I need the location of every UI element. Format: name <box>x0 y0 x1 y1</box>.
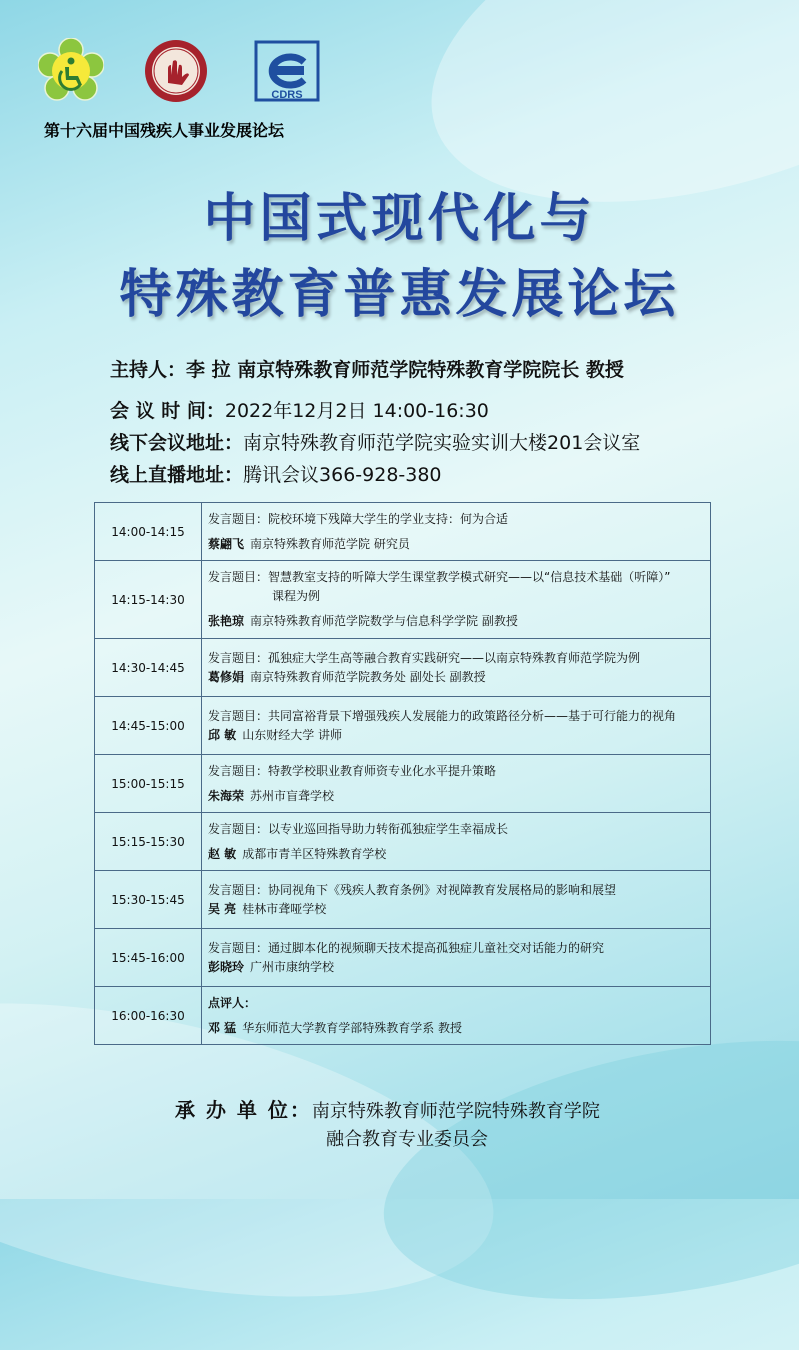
schedule-table <box>94 502 711 1045</box>
speaker-affiliation: 苏州市盲聋学校 <box>250 788 335 803</box>
topic-text: 共同富裕背景下增强残疾人发展能力的政策路径分析——基于可行能力的视角 <box>268 708 677 723</box>
cdrs-logo-icon <box>254 40 320 102</box>
slot-time: 15:45-16:00 <box>95 929 202 987</box>
online-label: 线上直播地址： <box>110 464 244 486</box>
topic-text: 孤独症大学生高等融合教育实践研究——以南京特殊教育师范学院为例 <box>268 650 641 665</box>
table-row <box>95 697 711 755</box>
topic-text: 以专业巡回指导助力转衔孤独症学生幸福成长 <box>268 821 509 836</box>
slot-details <box>202 871 711 929</box>
time-label: 会 议 时 间： <box>110 400 225 422</box>
speaker-affiliation: 南京特殊教育师范学院 研究员 <box>250 536 410 551</box>
reviewer-label: 点评人： <box>208 995 257 1010</box>
slot-details <box>202 813 711 871</box>
slot-time: 15:30-15:45 <box>95 871 202 929</box>
topic-label: 发言题目： <box>208 763 269 778</box>
speaker-name: 吴 亮 <box>208 901 237 916</box>
slot-time: 15:00-15:15 <box>95 755 202 813</box>
slot-details <box>202 697 711 755</box>
table-row <box>95 755 711 813</box>
table-row <box>95 561 711 639</box>
topic-label: 发言题目： <box>208 511 269 526</box>
topic-label: 发言题目： <box>208 650 269 665</box>
table-row <box>95 639 711 697</box>
speaker-name: 朱海荣 <box>208 788 245 803</box>
venue-line <box>110 428 640 455</box>
background-wave <box>364 1000 799 1341</box>
venue-label: 线下会议地址： <box>110 432 244 454</box>
slot-time: 14:45-15:00 <box>95 697 202 755</box>
slot-details <box>202 639 711 697</box>
slot-details <box>202 561 711 639</box>
topic-label: 发言题目： <box>208 821 269 836</box>
organizer-line <box>175 1094 600 1123</box>
table-row <box>95 813 711 871</box>
topic-text: 智慧教室支持的听障大学生课堂教学模式研究——以“信息技术基础（听障）” <box>268 570 671 584</box>
time-line <box>110 396 489 423</box>
main-title-line-1: 中国式现代化与 <box>203 189 596 249</box>
slot-time: 14:30-14:45 <box>95 639 202 697</box>
organizer-committee: 融合教育专业委员会 <box>326 1129 488 1150</box>
table-row <box>95 929 711 987</box>
venue-value: 南京特殊教育师范学院实验实训大楼201会议室 <box>243 432 641 454</box>
slot-time: 14:00-14:15 <box>95 503 202 561</box>
speaker-name: 赵 敏 <box>208 846 237 861</box>
slot-time: 14:15-14:30 <box>95 561 202 639</box>
slot-time: 15:15-15:30 <box>95 813 202 871</box>
speaker-affiliation: 成都市青羊区特殊教育学校 <box>242 846 387 861</box>
topic-text: 特教学校职业教育师资专业化水平提升策略 <box>268 763 497 778</box>
online-line <box>110 460 442 487</box>
speaker-affiliation: 华东师范大学教育学部特殊教育学系 教授 <box>242 1020 463 1035</box>
time-value: 2022年12月2日 14:00-16:30 <box>224 400 489 422</box>
speaker-affiliation: 南京特殊教育师范学院教务处 副处长 副教授 <box>250 669 486 684</box>
slot-time: 16:00-16:30 <box>95 987 202 1045</box>
topic-text: 协同视角下《残疾人教育条例》对视障教育发展格局的影响和展望 <box>268 882 617 897</box>
host-line: 主持人：李 拉 南京特殊教育师范学院特殊教育学院院长 教授 <box>110 359 624 381</box>
topic-text-continued: 课程为例 <box>272 589 321 603</box>
svg-text:CDRS: CDRS <box>271 89 303 101</box>
speaker-name: 邱 敏 <box>208 727 237 742</box>
speaker-affiliation: 桂林市聋哑学校 <box>242 901 327 916</box>
speaker-name: 彭晓玲 <box>208 959 245 974</box>
speaker-name: 邓 猛 <box>208 1020 237 1035</box>
slot-details <box>202 987 711 1045</box>
organizer-label: 承 办 单 位： <box>175 1098 312 1122</box>
speaker-affiliation: 广州市康纳学校 <box>250 959 335 974</box>
speaker-name: 蔡翩飞 <box>208 536 245 551</box>
speaker-name: 葛修娟 <box>208 669 245 684</box>
topic-label: 发言题目： <box>208 940 269 955</box>
speaker-affiliation: 山东财经大学 讲师 <box>242 727 343 742</box>
speaker-name: 张艳琼 <box>208 614 245 628</box>
table-row <box>95 871 711 929</box>
topic-text: 院校环境下残障大学生的学业支持：何为合适 <box>268 511 509 526</box>
topic-label: 发言题目： <box>208 570 269 584</box>
table-row <box>95 987 711 1045</box>
topic-label: 发言题目： <box>208 708 269 723</box>
topic-text: 通过脚本化的视频聊天技术提高孤独症儿童社交对话能力的研究 <box>268 940 605 955</box>
topic-label: 发言题目： <box>208 882 269 897</box>
main-title-line-2: 特殊教育普惠发展论坛 <box>119 265 680 325</box>
forum-name: 第十六届中国残疾人事业发展论坛 <box>44 121 285 140</box>
table-row <box>95 503 711 561</box>
speaker-affiliation: 南京特殊教育师范学院数学与信息科学学院 副教授 <box>250 614 518 628</box>
slot-details <box>202 503 711 561</box>
logo-row <box>38 38 338 108</box>
nanjing-special-education-university-seal-icon <box>144 39 208 103</box>
slot-details <box>202 755 711 813</box>
online-value: 腾讯会议366-928-380 <box>243 464 442 486</box>
disability-federation-emblem-icon <box>38 38 104 104</box>
organizer-name: 南京特殊教育师范学院特殊教育学院 <box>311 1101 600 1122</box>
slot-details <box>202 929 711 987</box>
